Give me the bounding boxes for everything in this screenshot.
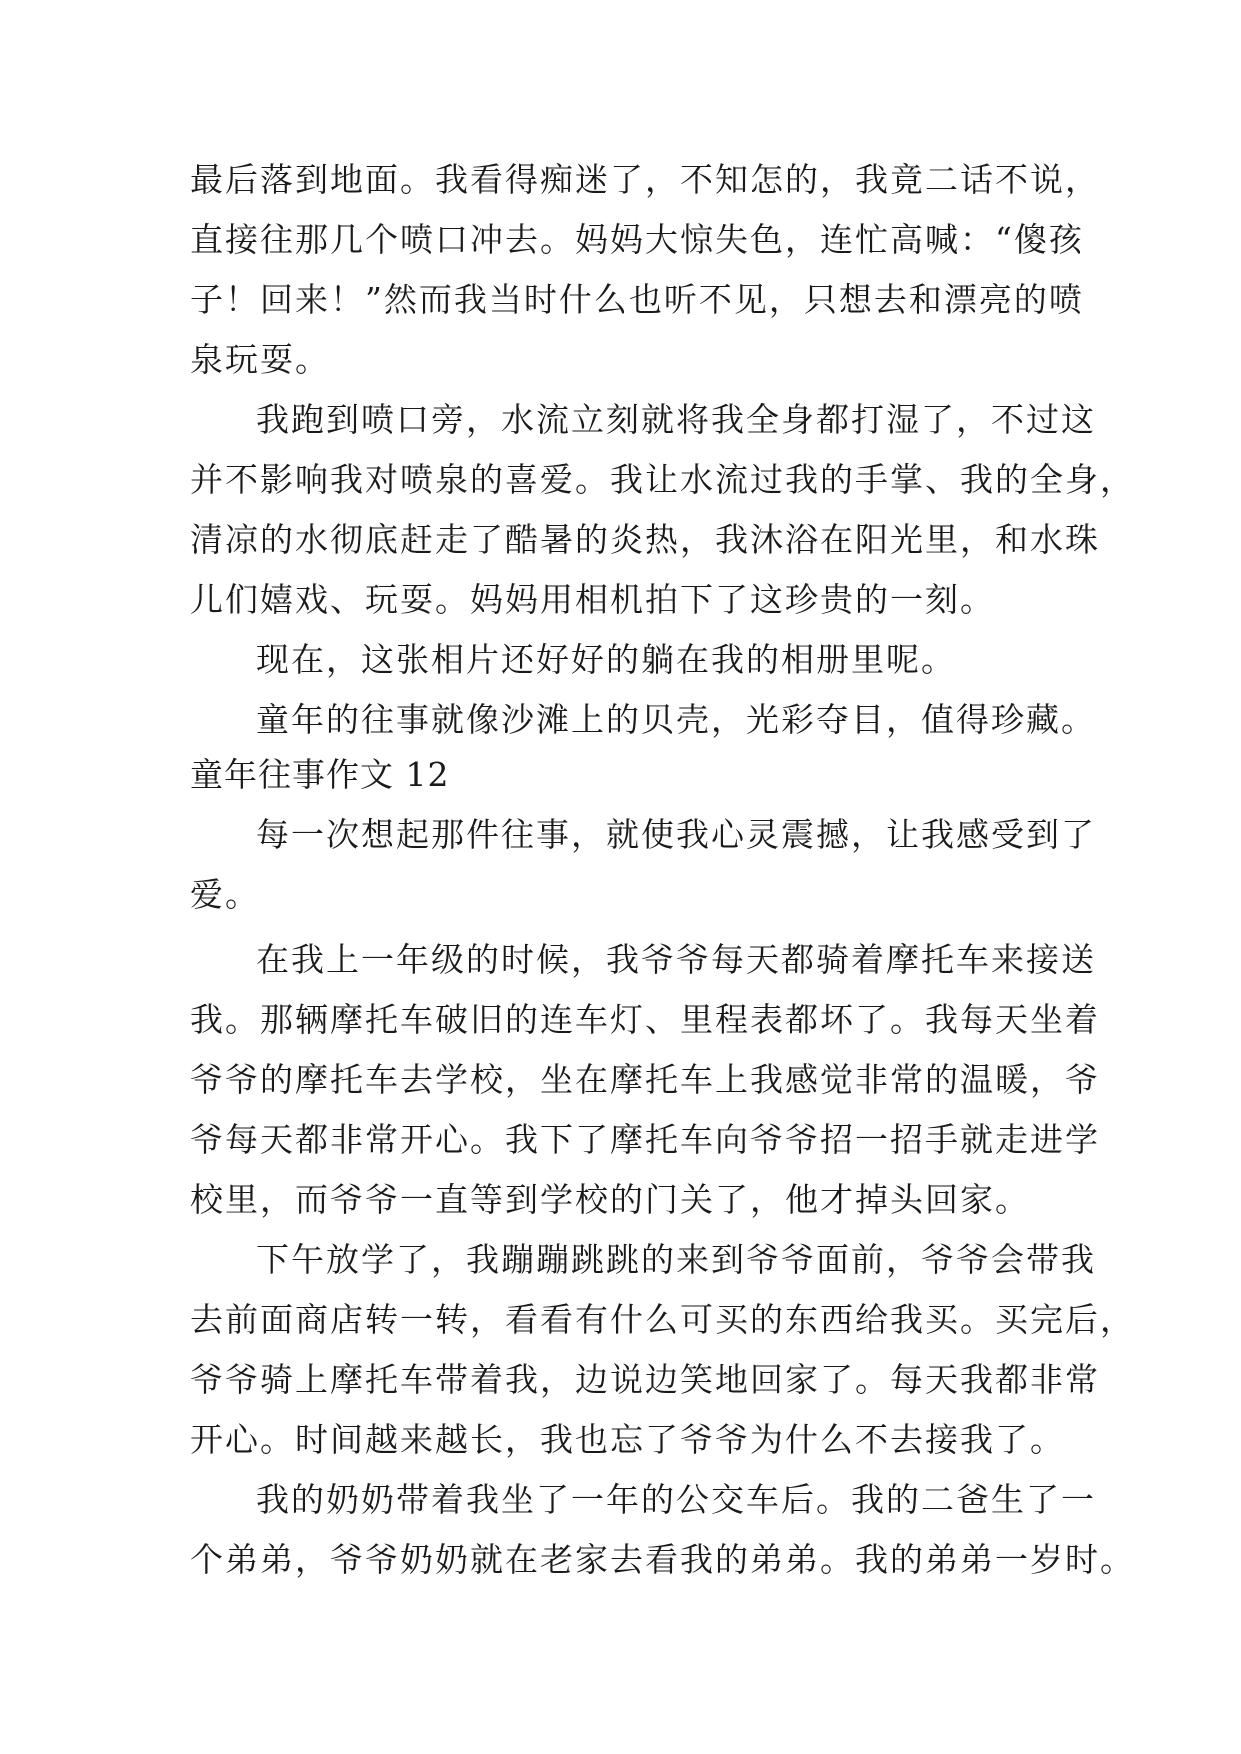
text-line: 直接往那几个喷口冲去。妈妈大惊失色，连忙高喊：“傻孩 [190,220,1084,259]
text-line: 开心。时间越来越长，我也忘了爷爷为什么不去接我了。 [190,1420,1065,1459]
essay-title: 童年往事作文 12 [190,755,450,794]
paragraph-start-line: 现在，这张相片还好好的躺在我的相册里呢。 [256,640,956,679]
text-line: 去前面商店转一转，看看有什么可买的东西给我买。买完后， [190,1300,1135,1339]
text-line: 爷爷的摩托车去学校，坐在摩托车上我感觉非常的温暖，爷 [190,1060,1100,1099]
paragraph-start-line: 我跑到喷口旁，水流立刻就将我全身都打湿了，不过这 [256,400,1096,439]
text-line: 子！回来！”然而我当时什么也听不见，只想去和漂亮的喷 [190,280,1084,319]
text-line: 爱。 [190,875,260,914]
text-line: 最后落到地面。我看得痴迷了，不知怎的，我竟二话不说， [190,160,1100,199]
text-line: 清凉的水彻底赶走了酷暑的炎热，我沐浴在阳光里，和水珠 [190,520,1100,559]
text-line: 我。那辆摩托车破旧的连车灯、里程表都坏了。我每天坐着 [190,1000,1100,1039]
text-line: 校里，而爷爷一直等到学校的门关了，他才掉头回家。 [190,1180,1030,1219]
text-line: 并不影响我对喷泉的喜爱。我让水流过我的手掌、我的全身， [190,460,1135,499]
paragraph-start-line: 每一次想起那件往事，就使我心灵震撼，让我感受到了 [256,815,1096,854]
paragraph-start-line: 童年的往事就像沙滩上的贝壳，光彩夺目，值得珍藏。 [256,700,1096,739]
paragraph-start-line: 我的奶奶带着我坐了一年的公交车后。我的二爸生了一 [256,1480,1096,1519]
text-line: 爷每天都非常开心。我下了摩托车向爷爷招一招手就走进学 [190,1120,1100,1159]
text-line: 泉玩耍。 [190,340,330,379]
text-line: 儿们嬉戏、玩耍。妈妈用相机拍下了这珍贵的一刻。 [190,580,995,619]
paragraph-start-line: 下午放学了，我蹦蹦跳跳的来到爷爷面前，爷爷会带我 [256,1240,1096,1279]
text-line: 爷爷骑上摩托车带着我，边说边笑地回家了。每天我都非常 [190,1360,1100,1399]
text-line: 个弟弟，爷爷奶奶就在老家去看我的弟弟。我的弟弟一岁时。 [190,1540,1135,1579]
paragraph-start-line: 在我上一年级的时候，我爷爷每天都骑着摩托车来接送 [256,940,1096,979]
